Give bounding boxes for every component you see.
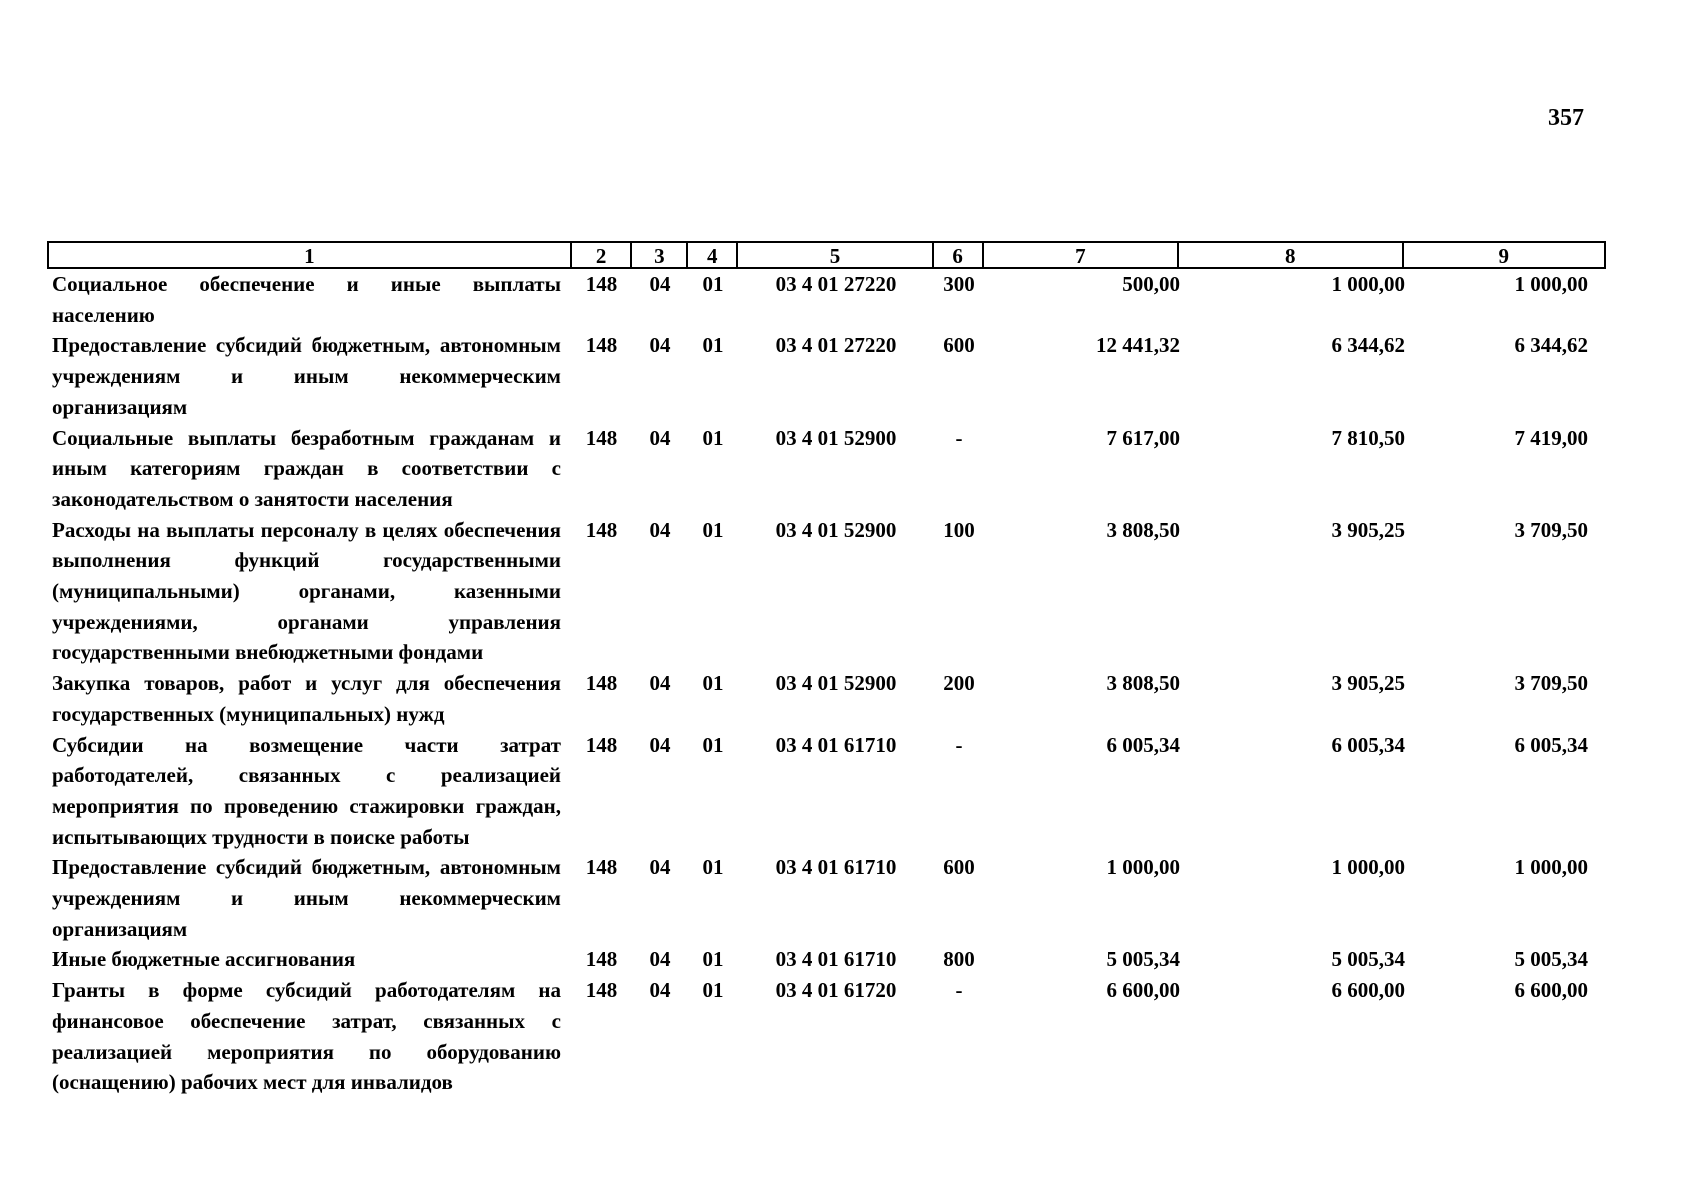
- row-amount-col9: 1 000,00: [1514, 272, 1588, 296]
- table-row: [47, 730, 1606, 853]
- row-target-article: 03 4 01 52900: [775, 671, 897, 696]
- row-amount-col9: 5 005,34: [1514, 947, 1588, 972]
- row-amount-col8: 1 000,00: [1331, 272, 1405, 296]
- row-section-code: 04: [649, 425, 671, 450]
- row-target-article: 03 4 01 61710: [775, 947, 897, 972]
- row-description: Субсидии на возмещение части затрат работодателей, связанных с реализацией мероприятия по проведению стажировки граждан, испытывающих трудности в поиске работы: [52, 732, 561, 849]
- row-section-code: 04: [649, 947, 671, 972]
- row-target-article: 03 4 01 52900: [775, 425, 897, 450]
- row-expense-type: 100: [943, 517, 975, 542]
- row-expense-type: -: [955, 978, 963, 1003]
- row-amount-col9: 6 600,00: [1514, 978, 1588, 1003]
- row-ministry-code: 148: [585, 732, 618, 757]
- row-ministry-code: 148: [585, 517, 618, 542]
- row-amount-col8: 6 344,62: [1331, 333, 1405, 358]
- row-description: Предоставление субсидий бюджетным, автономным учреждениям и иным некоммерческим организациям: [52, 333, 561, 419]
- row-amount-col7: 5 005,34: [1106, 947, 1180, 972]
- row-amount-col8: 7 810,50: [1331, 425, 1405, 450]
- page-number: 357: [1548, 105, 1584, 131]
- row-target-article: 03 4 01 61710: [775, 855, 897, 880]
- row-description: Предоставление субсидий бюджетным, автономным учреждениям и иным некоммерческим организациям: [52, 855, 561, 941]
- row-amount-col7: 7 617,00: [1106, 425, 1180, 450]
- row-expense-type: 600: [943, 333, 975, 358]
- column-header-9: 9: [1498, 244, 1509, 268]
- row-description: Расходы на выплаты персоналу в целях обеспечения выполнения функций государственными (муниципальными) органами, казенными учреждениями, органами управления государственными внебюджетными фондами: [52, 517, 561, 665]
- row-amount-col9: 7 419,00: [1514, 425, 1588, 450]
- row-amount-col9: 6 344,62: [1514, 333, 1588, 358]
- row-amount-col8: 5 005,34: [1331, 947, 1405, 972]
- row-description: Гранты в форме субсидий работодателям на финансовое обеспечение затрат, связанных с реализацией мероприятия по оборудованию (оснащению) рабочих мест для инвалидов: [52, 978, 561, 1095]
- row-target-article: 03 4 01 52900: [775, 517, 897, 542]
- row-target-article: 03 4 01 27220: [775, 333, 897, 358]
- table-body: [47, 269, 1606, 1098]
- row-ministry-code: 148: [585, 272, 618, 296]
- column-header-4: 4: [688, 243, 738, 267]
- row-ministry-code: 148: [585, 671, 618, 696]
- table-row: [47, 668, 1606, 729]
- column-header-2: 2: [572, 243, 633, 267]
- table-row: [47, 852, 1606, 944]
- row-section-code: 04: [649, 333, 671, 358]
- row-expense-type: -: [955, 425, 963, 450]
- row-section-code: 04: [649, 732, 671, 757]
- row-ministry-code: 148: [585, 855, 618, 880]
- row-section-code: 04: [649, 978, 671, 1003]
- row-subsection-code: 01: [702, 333, 724, 358]
- row-expense-type: 600: [943, 855, 975, 880]
- budget-table: [47, 241, 1606, 1098]
- row-subsection-code: 01: [702, 671, 724, 696]
- row-target-article: 03 4 01 27220: [775, 272, 897, 296]
- row-amount-col8: 6 600,00: [1331, 978, 1405, 1003]
- table-row: [47, 269, 1606, 330]
- table-row: [47, 975, 1606, 1098]
- row-subsection-code: 01: [702, 978, 724, 1003]
- row-description: Иные бюджетные ассигнования: [52, 947, 356, 972]
- row-target-article: 03 4 01 61720: [775, 978, 897, 1003]
- row-amount-col9: 6 005,34: [1514, 732, 1588, 757]
- row-amount-col7: 6 600,00: [1106, 978, 1180, 1003]
- row-amount-col7: 3 808,50: [1106, 671, 1180, 696]
- table-row: [47, 515, 1606, 669]
- row-target-article: 03 4 01 61710: [775, 732, 897, 757]
- row-description: Социальное обеспечение и иные выплаты населению: [52, 272, 561, 327]
- row-amount-col7: 3 808,50: [1106, 517, 1180, 542]
- row-amount-col7: 1 000,00: [1106, 855, 1180, 880]
- column-header-3: 3: [632, 243, 688, 267]
- row-expense-type: 200: [943, 671, 975, 696]
- row-amount-col7: 12 441,32: [1096, 333, 1180, 358]
- row-section-code: 04: [649, 272, 671, 296]
- row-amount-col7: 500,00: [1122, 272, 1180, 296]
- row-expense-type: 300: [943, 272, 975, 296]
- row-section-code: 04: [649, 855, 671, 880]
- row-description: Закупка товаров, работ и услуг для обеспечения государственных (муниципальных) нужд: [52, 671, 561, 726]
- table-row: [47, 944, 1606, 975]
- row-amount-col9: 3 709,50: [1514, 671, 1588, 696]
- row-ministry-code: 148: [585, 425, 618, 450]
- row-subsection-code: 01: [702, 947, 724, 972]
- row-subsection-code: 01: [702, 272, 724, 296]
- row-subsection-code: 01: [702, 732, 724, 757]
- row-amount-col8: 3 905,25: [1331, 671, 1405, 696]
- row-expense-type: 800: [943, 947, 975, 972]
- row-subsection-code: 01: [702, 425, 724, 450]
- row-subsection-code: 01: [702, 517, 724, 542]
- table-header-row: [47, 241, 1606, 269]
- column-header-6: 6: [934, 243, 984, 267]
- column-header-1: 1: [49, 243, 572, 267]
- row-ministry-code: 148: [585, 333, 618, 358]
- row-subsection-code: 01: [702, 855, 724, 880]
- row-amount-col7: 6 005,34: [1106, 732, 1180, 757]
- row-amount-col8: 6 005,34: [1331, 732, 1405, 757]
- row-amount-col9: 3 709,50: [1514, 517, 1588, 542]
- table-row: [47, 330, 1606, 422]
- column-header-8: 8: [1179, 243, 1403, 267]
- column-header-7: 7: [984, 243, 1180, 267]
- row-section-code: 04: [649, 517, 671, 542]
- row-section-code: 04: [649, 671, 671, 696]
- row-amount-col8: 3 905,25: [1331, 517, 1405, 542]
- column-header-5: 5: [738, 243, 934, 267]
- row-amount-col8: 1 000,00: [1331, 855, 1405, 880]
- row-expense-type: -: [955, 732, 963, 757]
- row-ministry-code: 148: [585, 978, 618, 1003]
- row-description: Социальные выплаты безработным гражданам и иным категориям граждан в соответствии с законодательством о занятости населения: [52, 425, 561, 511]
- row-ministry-code: 148: [585, 947, 618, 972]
- table-row: [47, 423, 1606, 515]
- row-amount-col9: 1 000,00: [1514, 855, 1588, 880]
